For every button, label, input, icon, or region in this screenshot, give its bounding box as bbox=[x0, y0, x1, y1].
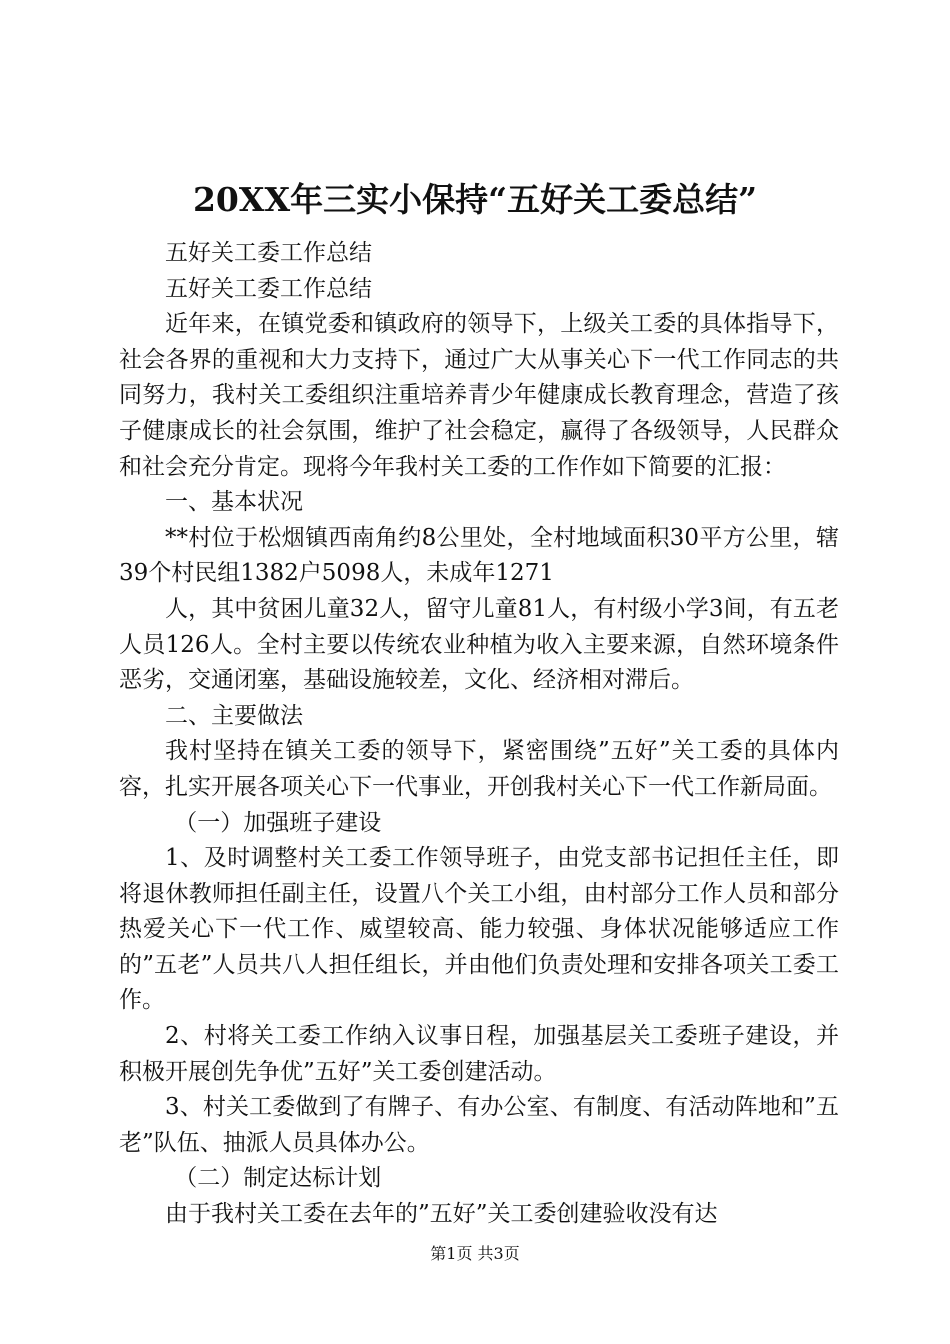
heading-basic-situation: 一、基本状况 bbox=[165, 489, 303, 516]
paragraph-item-1: 1、及时调整村关工委工作领导班子，由党支部书记担任主任，即将退休教师担任副主任，设置八个关工小组，由村部分工作人员和部分热爱关心下一代工作、威望较高、能力较强、身体状况能够适应工作的”五老”人员共八人担任组长，并由他们负责处理和安排各项关工委工作。 bbox=[119, 845, 839, 1014]
heading-main-practices: 二、主要做法 bbox=[165, 702, 303, 729]
paragraph-item-3: 3、村关工委做到了有牌子、有办公室、有制度、有活动阵地和”五老”队伍、抽派人员具体办公。 bbox=[119, 1094, 839, 1156]
heading-team-building: （一）加强班子建设 bbox=[174, 809, 382, 836]
paragraph-intro: 近年来，在镇党委和镇政府的领导下，上级关工委的具体指导下，社会各界的重视和大力支持下，通过广大从事关心下一代工作同志的共同努力，我村关工委组织注重培养青少年健康成长教育理念，营造了孩子健康成长的社会氛围，维护了社会稳定，赢得了各级领导，人民群众和社会充分肯定。现将今年我村关工委的工作作如下简要的汇报： bbox=[119, 311, 839, 480]
document-title: 20XX年三实小保持“五好关工委总结” bbox=[192, 180, 758, 219]
paragraph-target-plan: 由于我村关工委在去年的”五好”关工委创建验收没有达 bbox=[165, 1201, 718, 1228]
heading-target-plan: （二）制定达标计划 bbox=[174, 1165, 382, 1192]
paragraph-village-population: 人，其中贫困儿童32人，留守儿童81人，有村级小学3间，有五老人员126人。全村主要以传统农业种植为收入主要来源，自然环境条件恶劣，交通闭塞，基础设施较差，文化、经济相对滞后。 bbox=[119, 595, 839, 694]
page-number-footer: 第1页 共3页 bbox=[430, 1244, 520, 1263]
paragraph-subtitle-2: 五好关工委工作总结 bbox=[165, 275, 372, 302]
paragraph-item-2: 2、村将关工委工作纳入议事日程，加强基层关工委班子建设，并积极开展创先争优”五好”关工委创建活动。 bbox=[119, 1023, 839, 1085]
paragraph-subtitle-1: 五好关工委工作总结 bbox=[165, 240, 372, 266]
paragraph-village-overview: **村位于松烟镇西南角约8公里处，全村地域面积30平方公里，辖39个村民组1382户5098人，未成年1271 bbox=[119, 524, 839, 587]
document-body bbox=[119, 236, 839, 1233]
paragraph-practices-intro: 我村坚持在镇关工委的领导下，紧密围绕”五好”关工委的具体内容，扎实开展各项关心下一代事业，开创我村关心下一代工作新局面。 bbox=[119, 738, 839, 800]
